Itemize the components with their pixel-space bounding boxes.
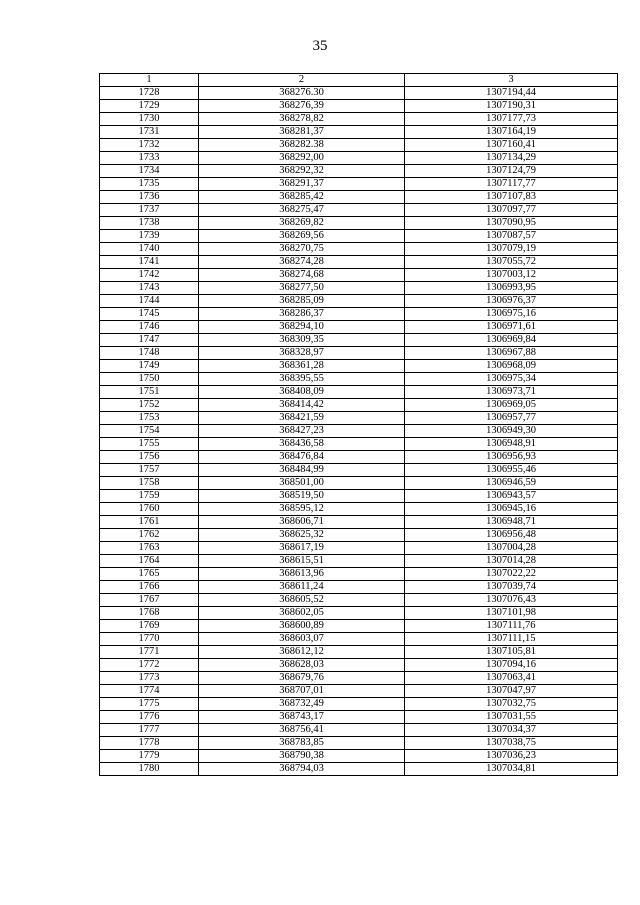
table-row [100,607,618,620]
y-coordinate-cell: 1307004,28 [405,542,618,555]
point-number-cell: 1745 [100,308,199,321]
y-coordinate-cell: 1307022,22 [405,568,618,581]
table-row [100,152,618,165]
y-coordinate-cell: 1307079,19 [405,243,618,256]
table-row [100,451,618,464]
x-coordinate-cell: 368476,84 [199,451,405,464]
y-coordinate-cell: 1306973,71 [405,386,618,399]
x-coordinate-cell: 368625,32 [199,529,405,542]
point-number-cell: 1747 [100,334,199,347]
table-row [100,373,618,386]
point-number-cell: 1779 [100,750,199,763]
x-coordinate-cell: 368484,99 [199,464,405,477]
x-coordinate-cell: 368274,28 [199,256,405,269]
point-number-cell: 1757 [100,464,199,477]
y-coordinate-cell: 1307160,41 [405,139,618,152]
y-coordinate-cell: 1306957,77 [405,412,618,425]
point-number-cell: 1732 [100,139,199,152]
coordinates-table [99,73,618,776]
point-number-cell: 1777 [100,724,199,737]
table-row [100,126,618,139]
point-number-cell: 1772 [100,659,199,672]
point-number-cell: 1769 [100,620,199,633]
y-coordinate-cell: 1306946,59 [405,477,618,490]
point-number-cell: 1755 [100,438,199,451]
x-coordinate-cell: 368286,37 [199,308,405,321]
y-coordinate-cell: 1306976,37 [405,295,618,308]
y-coordinate-cell: 1307177,73 [405,113,618,126]
table-row [100,659,618,672]
point-number-cell: 1767 [100,594,199,607]
point-number-cell: 1773 [100,672,199,685]
y-coordinate-cell: 1306948,71 [405,516,618,529]
point-number-cell: 1752 [100,399,199,412]
x-coordinate-cell: 368605,52 [199,594,405,607]
x-coordinate-cell: 368291,37 [199,178,405,191]
point-number-cell: 1771 [100,646,199,659]
y-coordinate-cell: 1306948,91 [405,438,618,451]
point-number-cell: 1762 [100,529,199,542]
point-number-cell: 1730 [100,113,199,126]
table-row [100,568,618,581]
y-coordinate-cell: 1306945,16 [405,503,618,516]
point-number-cell: 1736 [100,191,199,204]
y-coordinate-cell: 1307003,12 [405,269,618,282]
table-row [100,724,618,737]
x-coordinate-cell: 368612,12 [199,646,405,659]
table-header-row [100,74,618,87]
table-row [100,555,618,568]
y-coordinate-cell: 1307031,55 [405,711,618,724]
table-row [100,464,618,477]
x-coordinate-cell: 368600,89 [199,620,405,633]
y-coordinate-cell: 1306949,30 [405,425,618,438]
x-coordinate-cell: 368756,41 [199,724,405,737]
y-coordinate-cell: 1307076,43 [405,594,618,607]
x-coordinate-cell: 368395,55 [199,373,405,386]
x-coordinate-cell: 368281,37 [199,126,405,139]
x-coordinate-cell: 368790,38 [199,750,405,763]
table-row [100,633,618,646]
x-coordinate-cell: 368794,03 [199,763,405,776]
table-row [100,516,618,529]
y-coordinate-cell: 1307190,31 [405,100,618,113]
x-coordinate-cell: 368603,07 [199,633,405,646]
table-row [100,412,618,425]
x-coordinate-cell: 368309,35 [199,334,405,347]
y-coordinate-cell: 1306968,09 [405,360,618,373]
x-coordinate-cell: 368282.38 [199,139,405,152]
point-number-cell: 1740 [100,243,199,256]
table-row [100,308,618,321]
x-coordinate-cell: 368292,32 [199,165,405,178]
y-coordinate-cell: 1306956,93 [405,451,618,464]
x-coordinate-cell: 368285,42 [199,191,405,204]
table-row [100,685,618,698]
x-coordinate-cell: 368292,00 [199,152,405,165]
y-coordinate-cell: 1307101,98 [405,607,618,620]
point-number-cell: 1766 [100,581,199,594]
y-coordinate-cell: 1307107,83 [405,191,618,204]
y-coordinate-cell: 1306969,84 [405,334,618,347]
y-coordinate-cell: 1306993,95 [405,282,618,295]
point-number-cell: 1753 [100,412,199,425]
y-coordinate-cell: 1307055,72 [405,256,618,269]
table-row [100,698,618,711]
x-coordinate-cell: 368743,17 [199,711,405,724]
table-row [100,165,618,178]
table-row [100,191,618,204]
y-coordinate-cell: 1307038,75 [405,737,618,750]
point-number-cell: 1780 [100,763,199,776]
x-coordinate-cell: 368436,58 [199,438,405,451]
y-coordinate-cell: 1306967,88 [405,347,618,360]
point-number-cell: 1778 [100,737,199,750]
x-coordinate-cell: 368421,59 [199,412,405,425]
table-row [100,503,618,516]
table-row [100,347,618,360]
table-row [100,477,618,490]
table-row [100,230,618,243]
y-coordinate-cell: 1307194,44 [405,87,618,100]
x-coordinate-cell: 368328,97 [199,347,405,360]
column-header-1: 1 [100,74,199,87]
y-coordinate-cell: 1307134,29 [405,152,618,165]
y-coordinate-cell: 1306955,46 [405,464,618,477]
point-number-cell: 1744 [100,295,199,308]
point-number-cell: 1754 [100,425,199,438]
point-number-cell: 1739 [100,230,199,243]
point-number-cell: 1764 [100,555,199,568]
point-number-cell: 1770 [100,633,199,646]
table-row [100,529,618,542]
point-number-cell: 1728 [100,87,199,100]
x-coordinate-cell: 368679,76 [199,672,405,685]
x-coordinate-cell: 368501,00 [199,477,405,490]
point-number-cell: 1751 [100,386,199,399]
table-row [100,711,618,724]
x-coordinate-cell: 368602,05 [199,607,405,620]
y-coordinate-cell: 1307105,81 [405,646,618,659]
x-coordinate-cell: 368408,09 [199,386,405,399]
y-coordinate-cell: 1306975,34 [405,373,618,386]
column-header-2: 2 [199,74,405,87]
y-coordinate-cell: 1307094,16 [405,659,618,672]
point-number-cell: 1738 [100,217,199,230]
x-coordinate-cell: 368707,01 [199,685,405,698]
table-row [100,269,618,282]
table-row [100,321,618,334]
x-coordinate-cell: 368595,12 [199,503,405,516]
table-row [100,113,618,126]
point-number-cell: 1729 [100,100,199,113]
point-number-cell: 1737 [100,204,199,217]
point-number-cell: 1765 [100,568,199,581]
y-coordinate-cell: 1307063,41 [405,672,618,685]
y-coordinate-cell: 1306969,05 [405,399,618,412]
x-coordinate-cell: 368274,68 [199,269,405,282]
column-header-3: 3 [405,74,618,87]
table-row [100,386,618,399]
table-row [100,581,618,594]
x-coordinate-cell: 368361,28 [199,360,405,373]
x-coordinate-cell: 368275,47 [199,204,405,217]
y-coordinate-cell: 1307090,95 [405,217,618,230]
table-row [100,295,618,308]
page-number: 35 [312,38,328,54]
table-row [100,438,618,451]
table-row [100,542,618,555]
point-number-cell: 1761 [100,516,199,529]
point-number-cell: 1750 [100,373,199,386]
table-row [100,282,618,295]
y-coordinate-cell: 1306975,16 [405,308,618,321]
point-number-cell: 1731 [100,126,199,139]
table-row [100,360,618,373]
x-coordinate-cell: 368285,09 [199,295,405,308]
x-coordinate-cell: 368294,10 [199,321,405,334]
table-row [100,737,618,750]
point-number-cell: 1734 [100,165,199,178]
table-row [100,243,618,256]
x-coordinate-cell: 368270,75 [199,243,405,256]
table-row [100,334,618,347]
x-coordinate-cell: 368278,82 [199,113,405,126]
x-coordinate-cell: 368519,50 [199,490,405,503]
x-coordinate-cell: 368611,24 [199,581,405,594]
table-row [100,750,618,763]
point-number-cell: 1763 [100,542,199,555]
table-row [100,646,618,659]
table-row [100,490,618,503]
table-row [100,672,618,685]
table-row [100,763,618,776]
table-row [100,87,618,100]
point-number-cell: 1741 [100,256,199,269]
point-number-cell: 1733 [100,152,199,165]
point-number-cell: 1758 [100,477,199,490]
y-coordinate-cell: 1307117,77 [405,178,618,191]
x-coordinate-cell: 368414,42 [199,399,405,412]
x-coordinate-cell: 368783,85 [199,737,405,750]
table-row [100,139,618,152]
point-number-cell: 1774 [100,685,199,698]
point-number-cell: 1735 [100,178,199,191]
table-row [100,620,618,633]
x-coordinate-cell: 368606,71 [199,516,405,529]
point-number-cell: 1768 [100,607,199,620]
y-coordinate-cell: 1306943,57 [405,490,618,503]
y-coordinate-cell: 1307034,81 [405,763,618,776]
point-number-cell: 1746 [100,321,199,334]
x-coordinate-cell: 368276.30 [199,87,405,100]
y-coordinate-cell: 1307164,19 [405,126,618,139]
x-coordinate-cell: 368427,23 [199,425,405,438]
x-coordinate-cell: 368277,50 [199,282,405,295]
table-row [100,594,618,607]
x-coordinate-cell: 368269,82 [199,217,405,230]
x-coordinate-cell: 368269,56 [199,230,405,243]
x-coordinate-cell: 368615,51 [199,555,405,568]
y-coordinate-cell: 1307111,76 [405,620,618,633]
y-coordinate-cell: 1307039,74 [405,581,618,594]
y-coordinate-cell: 1307087,57 [405,230,618,243]
table-row [100,217,618,230]
y-coordinate-cell: 1307124,79 [405,165,618,178]
table-row [100,204,618,217]
y-coordinate-cell: 1307097,77 [405,204,618,217]
y-coordinate-cell: 1307032,75 [405,698,618,711]
point-number-cell: 1760 [100,503,199,516]
point-number-cell: 1776 [100,711,199,724]
table-row [100,425,618,438]
point-number-cell: 1756 [100,451,199,464]
point-number-cell: 1749 [100,360,199,373]
x-coordinate-cell: 368613,96 [199,568,405,581]
y-coordinate-cell: 1306956,48 [405,529,618,542]
point-number-cell: 1743 [100,282,199,295]
y-coordinate-cell: 1307047,97 [405,685,618,698]
y-coordinate-cell: 1307111,15 [405,633,618,646]
x-coordinate-cell: 368276,39 [199,100,405,113]
y-coordinate-cell: 1307034,37 [405,724,618,737]
x-coordinate-cell: 368732,49 [199,698,405,711]
y-coordinate-cell: 1306971,61 [405,321,618,334]
point-number-cell: 1759 [100,490,199,503]
table-row [100,100,618,113]
point-number-cell: 1742 [100,269,199,282]
table-row [100,178,618,191]
table-body [100,87,618,776]
point-number-cell: 1775 [100,698,199,711]
table-row [100,256,618,269]
point-number-cell: 1748 [100,347,199,360]
y-coordinate-cell: 1307036,23 [405,750,618,763]
x-coordinate-cell: 368628,03 [199,659,405,672]
table-row [100,399,618,412]
y-coordinate-cell: 1307014,28 [405,555,618,568]
x-coordinate-cell: 368617,19 [199,542,405,555]
